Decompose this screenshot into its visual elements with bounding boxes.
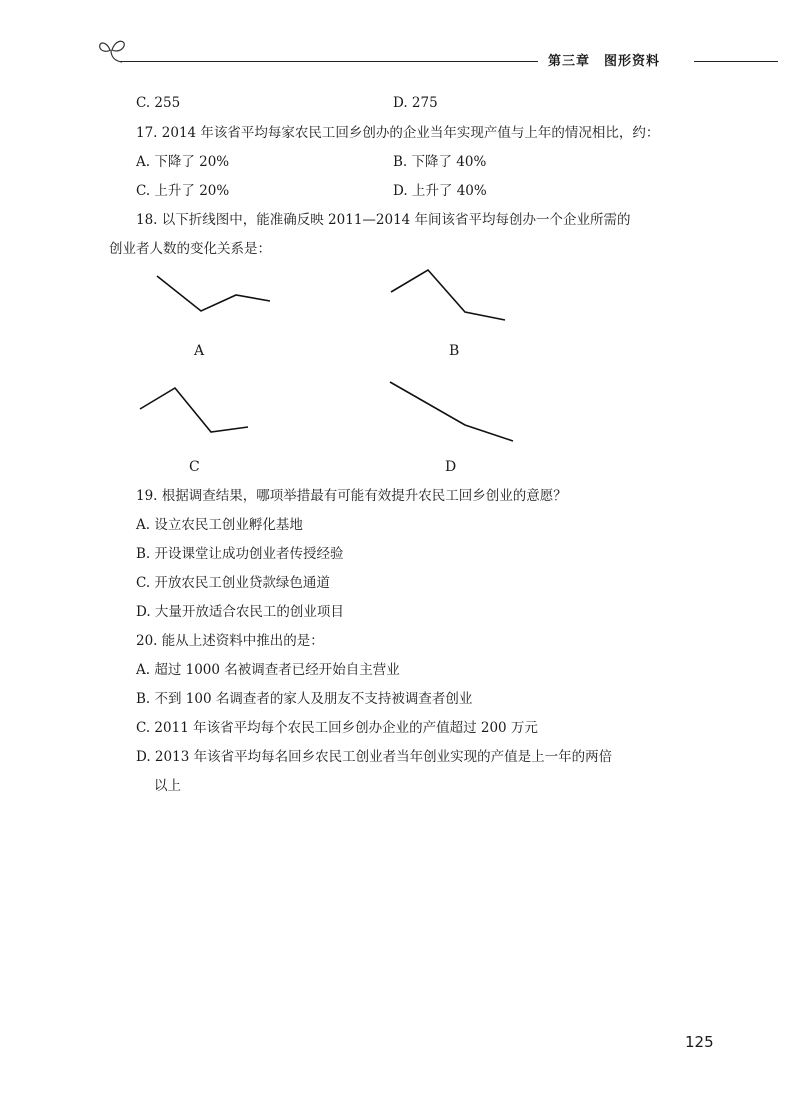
q18-stem-line2: 创业者人数的变化关系是： — [109, 241, 271, 257]
q20-option-b: B. 不到 100 名调查者的家人及朋友不支持被调查者创业 — [136, 691, 473, 707]
figure-d-polyline — [385, 375, 520, 445]
section-title: 图形资料 — [604, 54, 661, 69]
figure-a-label: A — [194, 343, 205, 359]
q17-option-d: D. 上升了 40% — [393, 183, 487, 199]
q19-option-c: C. 开放农民工创业贷款绿色通道 — [136, 575, 330, 591]
figure-c-polyline — [135, 380, 255, 440]
q20-option-a: A. 超过 1000 名被调查者已经开始自主营业 — [136, 662, 400, 678]
q20-option-d: D. 2013 年该省平均每名回乡农民工创业者当年创业实现的产值是上一年的两倍 — [136, 749, 613, 765]
page-number: 125 — [685, 1033, 714, 1051]
q19-option-d: D. 大量开放适合农民工的创业项目 — [136, 604, 344, 620]
q17-stem: 17. 2014 年该省平均每家农民工回乡创办的企业当年实现产值与上年的情况相比，约： — [136, 125, 660, 141]
header-rule-left — [120, 61, 538, 62]
q19-option-a: A. 设立农民工创业孵化基地 — [136, 517, 303, 533]
q16-option-d: D. 275 — [393, 95, 438, 111]
header-rule-right — [694, 61, 778, 62]
q17-option-a: A. 下降了 20% — [136, 154, 230, 170]
chapter-title: 第三章 — [548, 54, 591, 69]
figure-b-label: B — [449, 343, 460, 359]
q18-stem-line1: 18. 以下折线图中，能准确反映 2011—2014 年间该省平均每创办一个企业所需的 — [136, 212, 631, 228]
q20-option-d-continuation: 以上 — [154, 778, 181, 794]
q20-option-c: C. 2011 年该省平均每个农民工回乡创办企业的产值超过 200 万元 — [136, 720, 538, 736]
q20-stem: 20. 能从上述资料中推出的是： — [136, 633, 324, 649]
q16-option-c: C. 255 — [136, 95, 181, 111]
q17-option-c: C. 上升了 20% — [136, 183, 230, 199]
q19-stem: 19. 根据调查结果，哪项举措最有可能有效提升农民工回乡创业的意愿？ — [136, 488, 567, 504]
q17-option-b: B. 下降了 40% — [393, 154, 487, 170]
figure-c-label: C — [189, 459, 200, 475]
running-header — [548, 50, 674, 69]
figure-d-label: D — [445, 459, 457, 475]
figure-a-polyline — [150, 268, 280, 323]
figure-b-polyline — [385, 262, 515, 327]
q19-option-b: B. 开设课堂让成功创业者传授经验 — [136, 546, 344, 562]
